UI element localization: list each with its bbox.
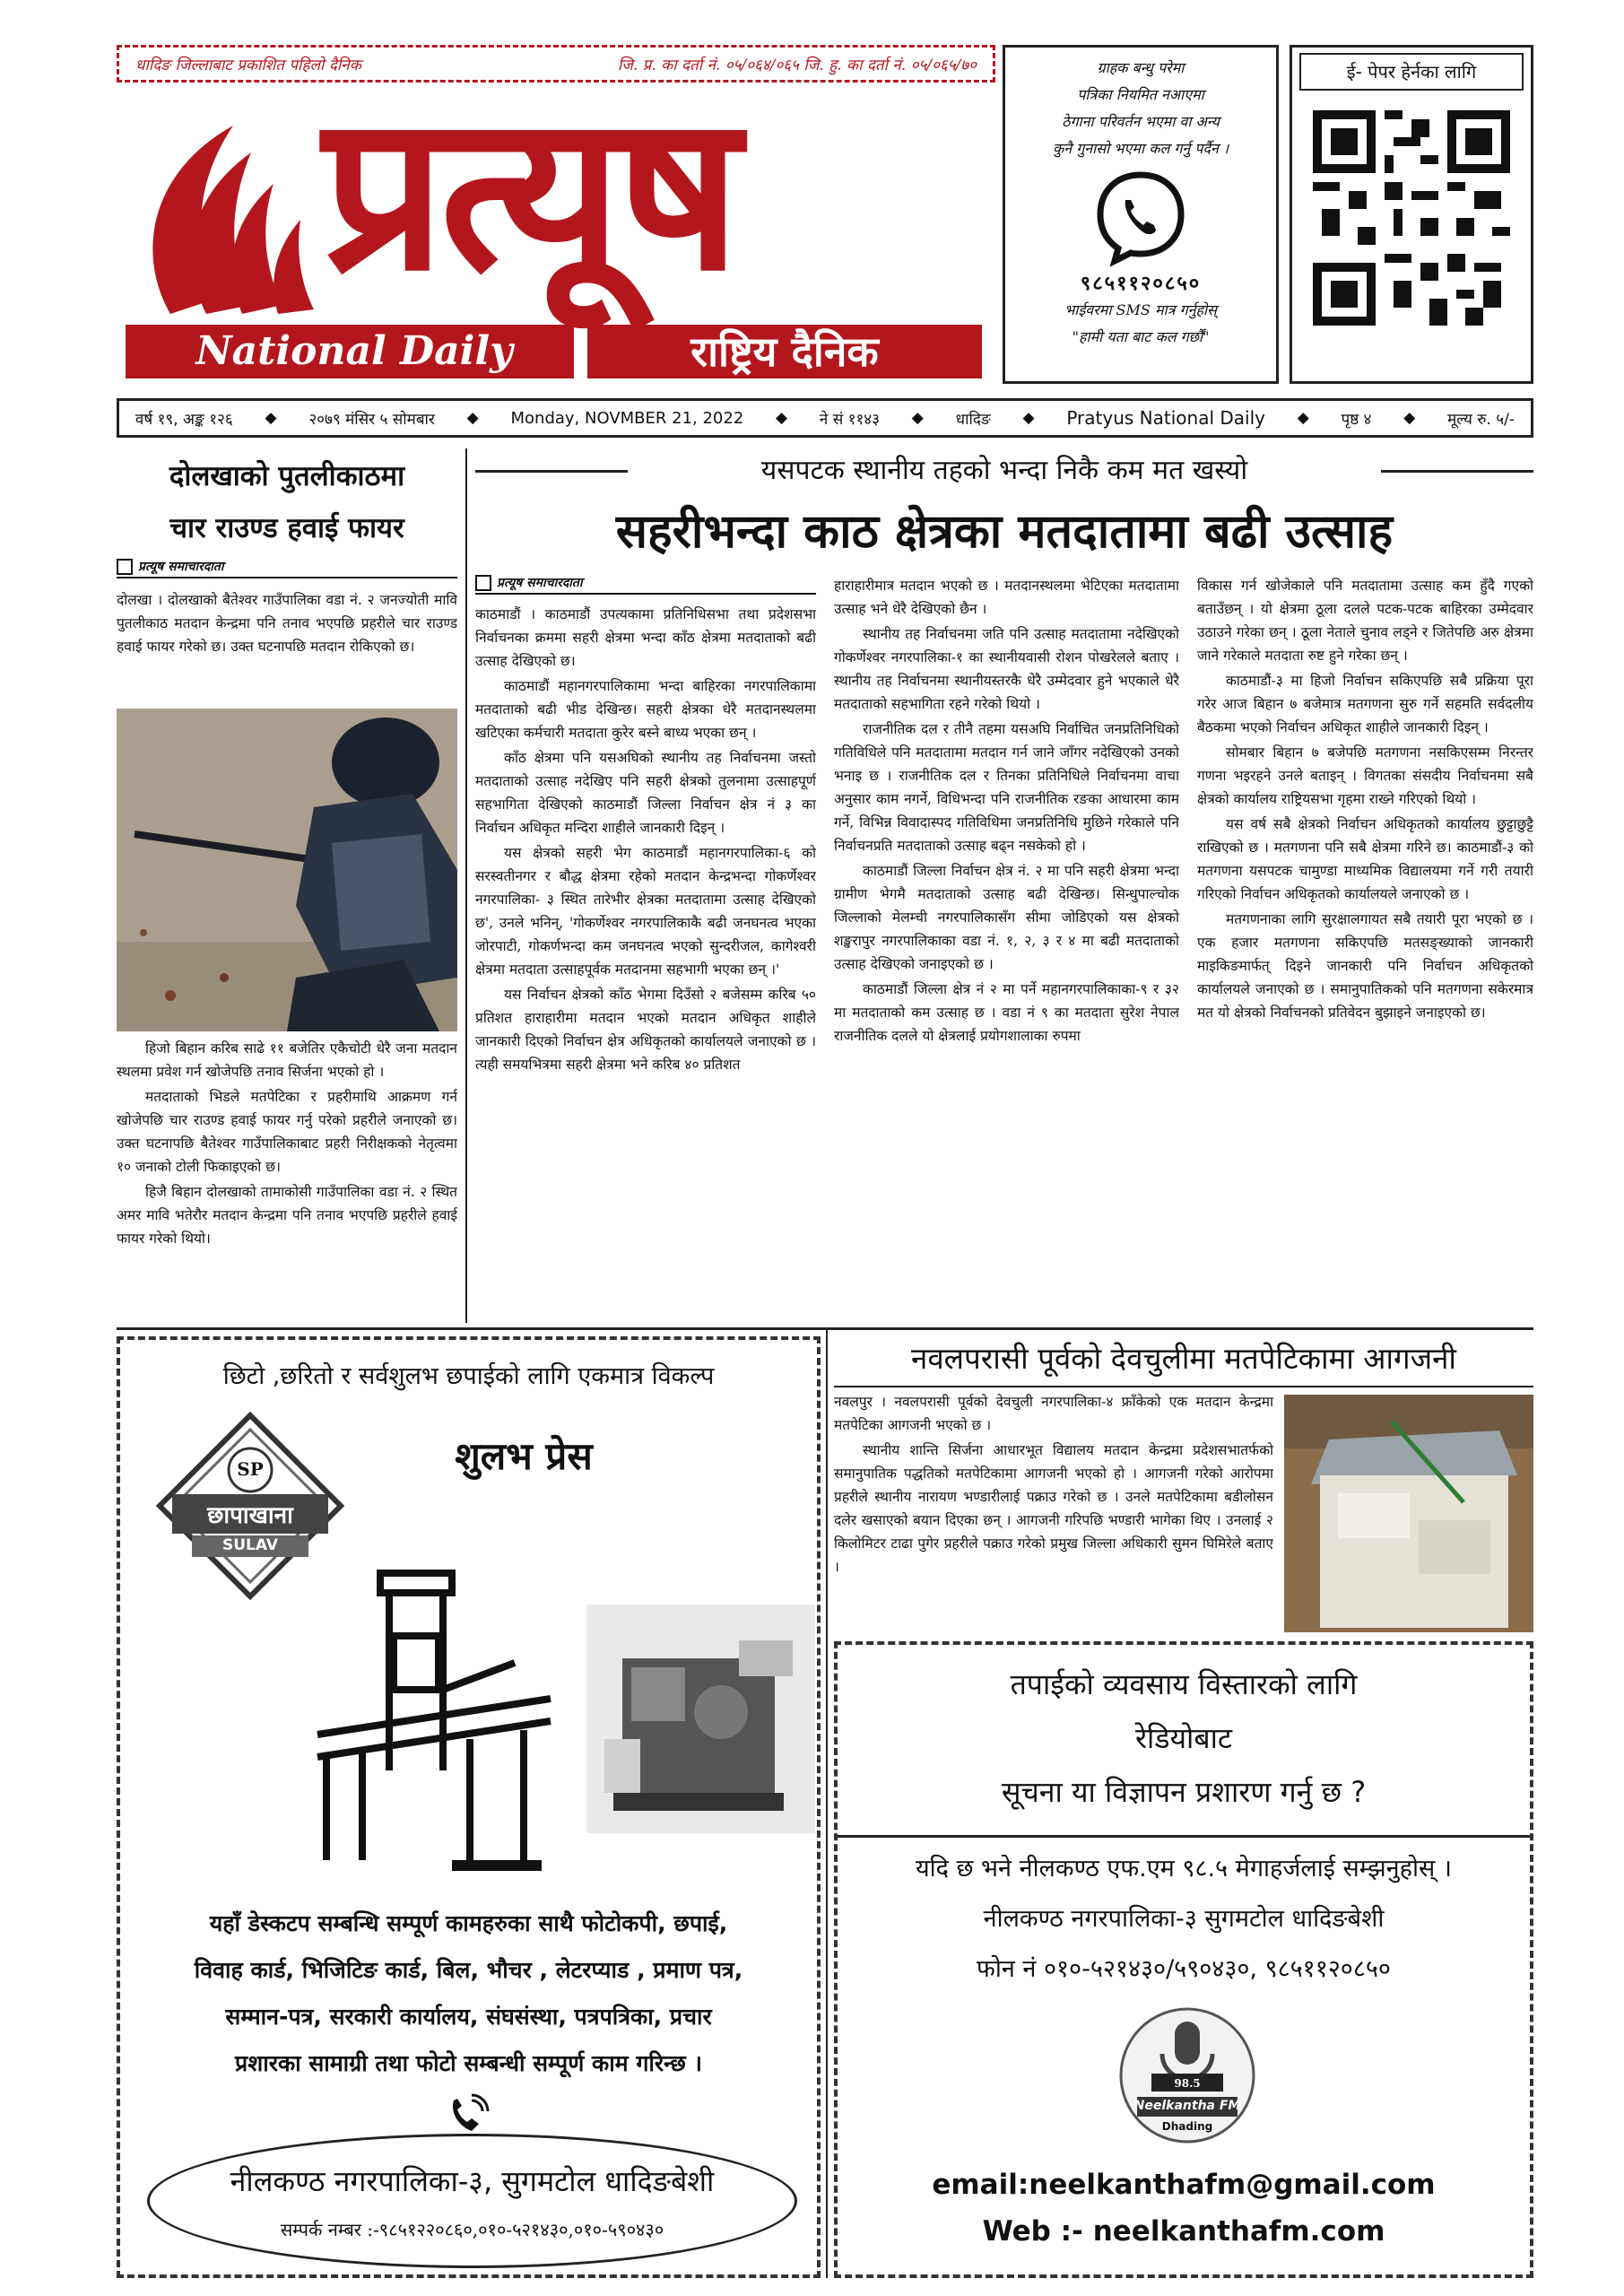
paragraph: स्थानीय शान्ति सिर्जना आधारभूत विद्यालय मतदान केन्द्रमा प्रदेशसभातर्फको समानुपातिक पद्धतिको मतपेटिकामा आगजनी भएको हो । आगजनी गरेको आरोपमा प्रहरीले स्थानीय नारायण भण्डारीलाई पक्राउ गरेको छ । उनले मतपेटिकामा बडीलोसन दलेर खसाएको बयान दिएका छन् । आगजनी गरिपछि भण्डारी भागेका थिए । उनलाई २ किलोमिटर टाढा पुगेर प्रहरीले पक्राउ गरेको प्रमुख जिल्ला अधिकारी सुमन घिमिरेले बताए । [834,1442,1273,1575]
viber-slogan: "हामी यता बाट कल गर्छौं" [1072,328,1210,345]
byline-box-icon [475,575,491,591]
fm-line: यदि छ भने नीलकण्ठ एफ.एम ९८.५ मेगाहर्जलाई सम्झनुहोस् । [915,1855,1453,1883]
paragraph: दोलखा । दोलखाको बैतेश्वर गाउँपालिका वडा नं. २ जनज्योती मावि पुतलीकाठ मतदान केन्द्रमा पनि तनाव भएपछि प्रहरीले चार राउण्ड हवाई फायर गरेको छ। उक्त घटनापछि मतदान रोकिएको छ। [117,592,457,655]
fm-line: फोन नं ०१०-५२१४३०/५९०४३०, ९८५११२०८५० [977,1955,1391,1983]
left-headline-line2: चार राउण्ड हवाई फायर [169,512,404,544]
fm-logo-freq: 98.5 [1174,2077,1201,2090]
dateline-bar: वर्ष १९, अङ्क १२६ ◆ २०७९ मंसिर ५ सोमबार ◆ Monday, NOVMBER 21, 2022 ◆ ने सं ११४३ ◆ धादिङ ◆ Pratyus National Daily ◆ पृष्ठ ४ ◆ मूल्य रु. ५/- [117,398,1533,438]
paragraph: स्थानीय तह निर्वाचनमा जति पनि उत्साह मतदातामा नदेखिएको गोकर्णेश्वर नगरपालिका-१ का स्थानीयवासी रोशन पोखरेलले बताए । स्थानीय तह निर्वाचनमा स्थानीयस्तरकै धेरै उम्मेदवार हुने भएकाले धेरै मतदाताको सहभागिता रहने गरेको थियो । [834,626,1179,712]
main-story-kicker: यसपटक स्थानीय तहको भन्दा निकै कम मत खस्यो [760,455,1248,486]
byline-text: प्रत्यूष समाचारदाता [497,576,583,590]
fm-line: तपाईको व्यवसाय विस्तारको लागि [1010,1667,1358,1701]
english-date: Monday, NOVMBER 21, 2022 [510,408,744,428]
press-logo-text: छापाखाना [207,1502,293,1529]
main-story-col2 [834,574,1179,1325]
main-story-col1 [475,603,816,1325]
press-logo-sulav: SULAV [221,1536,279,1554]
main-story-byline [475,574,816,598]
paragraph: मतदाताको भिडले मतपेटिका र प्रहरीमाथि आक्रमण गर्न खोजेपछि चार राउण्ड हवाई फायर गर्नु परेको प्रहरीले जनाएको छ। उक्त घटनापछि बैतेश्वर गाउँपालिकाबाट प्रहरी निरीक्षकको नेतृत्वमा १० जनाको टोली फिकाइएको छ। [117,1089,457,1175]
dateline-place: धादिङ [955,410,991,429]
epaper-label: ई- पेपर हेर्नका लागि [1299,53,1524,91]
nepali-date: २०७९ मंसिर ५ सोमबार [308,410,435,429]
fm-ad-rule [838,1835,1530,1838]
paragraph: सोमबार बिहान ७ बजेपछि मतगणना नसकिएसम्म निरन्तर गणना भइरहने उनले बताइन् । विगतका संसदीय निर्वाचनमा सबै क्षेत्रको कार्यालय राष्ट्रियसभा गृहमा राख्ने गरिएको थियो । [1197,744,1533,807]
service-line: विवाह कार्ड, भिजिटिङ कार्ड, बिल, भौचर , लेटरप्याड , प्रमाण पत्र, [194,1957,743,1983]
left-story-byline [117,558,457,582]
burnt-ballot-box-photo [1284,1395,1533,1632]
police-firing-photo [117,709,457,1031]
masthead-registration: जि. प्र. का दर्ता नं. ०५/०६४/०६५ जि. हु. का दर्ता नं. ०५/०६५/७० [617,56,977,74]
paragraph: नवलपुर । नवलपरासी पूर्वको देवचुली नगरपालिका-४ फ्राँकेको एक मतदान केन्द्रमा मतपेटिका आगजनी भएको छ । [834,1394,1273,1433]
fm-logo-name: Neelkantha FM [1133,2099,1241,2113]
fm-line: रेडियोबाट [1134,1721,1233,1755]
paragraph: यस क्षेत्रको सहरी भेग काठमाडौं महानगरपालिका-६ को सरस्वतीनगर र बौद्ध क्षेत्रमा रहेको मतदान केन्द्रभन्दा गोकर्णेश्वर नगरपालिका- ३ स्थित तारेभीर क्षेत्रका मतदातामा उत्साह देखिएको छ', उनले भनिन्, 'गोकर्णेश्वर नगरपालिकाकै बढी जनघनत्व भएका जोरपाटी, गोकर्णभन्दा कम जनघनत्व भएको सुन्दरीजल, कागेश्वरी क्षेत्रमा मतदाता उत्साहपूर्वक मतदानमा सहभागी भएका छन् ।' [475,845,816,978]
left-story-body [117,1037,457,1324]
column-rule [826,1330,828,2278]
left-story-body-top [117,588,457,705]
paragraph: हिजै बिहान दोलखाको तामाकोसी गाउँपालिका वडा नं. २ स्थित अमर मावि भतेरौर मतदान केन्द्रमा पनि तनाव भएपछि प्रहरीले हवाई फायर गरेको थियो। [117,1184,457,1247]
press-name: शुलभ प्रेस [455,1434,593,1478]
paragraph: यस वर्ष सबै क्षेत्रको निर्वाचन अधिकृतको कार्यालय छुट्टाछुट्टै राखिएको छ । मतगणना पनि सबै क्षेत्रमा गरिने छ। काठमाडौं-३ को मतगणना यसपटक चामुण्डा माध्यमिक विद्यालयमा गर्ने गरी तयारी गरिएको निर्वाचन अधिकृतको कार्यालयले जनाएको छ । [1197,816,1533,902]
press-tagline: छिटो ,छरितो र सर्वशुलभ छपाईको लागि एकमात्र विकल्प [222,1362,715,1390]
viber-number: ९८५११२०८५० [1080,272,1202,295]
service-line: यहाँ डेस्कटप सम्बन्धि सम्पूर्ण कामहरुका साथै फोटोकपी, छपाई, [209,1910,728,1936]
reader-notice-box [1003,45,1279,384]
fm-logo-place: Dhading [1161,2120,1213,2133]
service-line: प्रशारका सामाग्री तथा फोटो सम्बन्धी सम्पूर्ण काम गरिन्छ । [235,2050,702,2076]
masthead-publisher-note: धादिङ जिल्लाबाट प्रकाशित पहिलो दैनिक [135,56,361,74]
epaper-box [1290,45,1533,384]
notice-line: ग्राहक बन्धु परेमा [1097,59,1185,76]
price: मूल्य रु. ५/- [1447,410,1515,429]
masthead-logo [117,67,995,381]
press-services [120,1900,817,2087]
paragraph: हिजो बिहान करिब साढे ११ बजेतिर एकैचोटी धेरै जना मतदान स्थलमा प्रवेश गर्न खोजेपछि तनाव सिर्जना भएको हो । [117,1040,457,1080]
byline-text: प्रत्यूष समाचारदाता [138,560,224,574]
paragraph: यस निर्वाचन क्षेत्रको काँठ भेगमा दिउँसो २ बजेसम्म करिब ५० प्रतिशत हाराहारीमा मतदान भएको मतदान अधिकृत शाहीले जानकारी दिएको निर्वाचन क्षेत्र अधिकृतको कार्यालयले जनाएको छ । त्यही समयभित्रमा सहरी क्षेत्रमा भने करिब ४० प्रतिशत [475,987,816,1073]
fm-logo [1116,2004,1259,2147]
fire-story-headline: नवलपरासी पूर्वको देवचुलीमा मतपेटिकामा आगजनी [911,1341,1456,1376]
masthead-nepali-tag: राष्ट्रिय दैनिक [690,327,879,376]
press-logo-mono: SP [237,1458,264,1480]
viber-note: भाईवरमा SMS मात्र गर्नुहोस् [1064,301,1217,318]
left-headline-line1: दोलखाको पुतलीकाठमा [169,460,405,492]
fm-ad-details [838,1844,1530,1995]
fm-website[interactable]: Web :- neelkanthafm.com [982,2215,1385,2248]
fm-line: नीलकण्ठ नगरपालिका-३ सुगमटोल धादिङबेशी [983,1905,1385,1933]
hand-press-illustration [308,1564,560,1874]
paragraph: विकास गर्न खोजेकाले पनि मतदातामा उत्साह कम हुँदै गएको बताउँछन् । यो क्षेत्रमा ठूला दलले पटक-पटक बाहिरका उम्मेदवार उठाउने गरेका छन् । ठूला नेताले चुनाव लड्ने र जितेपछि अरु क्षेत्रमा जाने गरेकाले मतदाता रुष्ट हुने गरेका छन् । [1197,578,1533,664]
paragraph: काठमाडौं-३ मा हिजो निर्वाचन सकिएपछि सबै प्रक्रिया पूरा गरेर आज बिहान ७ बजेमात्र मतगणना सुरु गर्ने सहमति सर्वदलीय बैठकमा भएको निर्वाचन अधिकृत शाहीले जानकारी दिइन् । [1197,673,1533,735]
paragraph: काठमाडौं । काठमाडौं उपत्यकामा प्रतिनिधिसभा तथा प्रदेशसभा निर्वाचनका क्रममा सहरी क्षेत्रमा भन्दा काँठ क्षेत्रमा मतदाताको बढी उत्साह देखिएको छ। [475,606,816,669]
main-story-headline: सहरीभन्दा काठ क्षेत्रका मतदातामा बढी उत्साह [615,505,1394,559]
press-address-oval [147,2134,797,2268]
offset-press-photo [586,1605,815,1833]
paragraph: हाराहारीमात्र मतदान भएको छ । मतदानस्थलमा भेटिएका मतदातामा उत्साह भने धेरै देखिएको छैन । [834,578,1179,617]
notice-line: कुनै गुनासो भएमा कल गर्नु पर्दैन । [1052,140,1229,157]
press-advertisement [117,1336,821,2278]
kicker-rule [1381,470,1533,473]
paper-name: Pratyus National Daily [1066,407,1265,429]
paragraph: मतगणनाका लागि सुरक्षालगायत सबै तयारी पूरा भएको छ । एक हजार मतगणना सकिएपछि मतसङ्ख्याको जानकारी माइकिङमार्फत् दिइने जानकारी पनि निर्वाचन अधिकृतको कार्यालयले जनाएको छ । समानुपातिकको पनि मतगणना सकेरमात्र मत यो क्षेत्रको निर्वाचनको प्रतिवेदन बुझाइने जनाइएको छ। [1197,911,1533,1021]
section-rule [117,1327,1533,1330]
kicker-rule [475,470,628,473]
paragraph: काँठ क्षेत्रमा पनि यसअघिको स्थानीय तह निर्वाचनमा जस्तो मतदाताको उत्साह नदेखिए पनि सहरी क्षेत्रको तुलनामा उत्साहपूर्ण सहभागिता देखिएको काठमाडौं जिल्ला निर्वाचन क्षेत्र नं ३ का निर्वाचन अधिकृत मन्दिरा शाहीले जानकारी दिइन् । [475,750,816,836]
notice-line: पत्रिका नियमित नआएमा [1077,86,1204,103]
fm-line: सूचना या विज्ञापन प्रशारण गर्नु छ ? [1001,1775,1367,1809]
column-rule [465,448,467,1323]
fire-story-rule [834,1386,1533,1387]
fm-ad-headline [838,1657,1530,1819]
notice-line: ठेगाना परिवर्तन भएमा वा अन्य [1062,113,1220,130]
page-number: पृष्ठ ४ [1341,410,1372,429]
press-address: नीलकण्ठ नगरपालिका-३, सुगमटोल धादिङबेशी [230,2164,715,2198]
paragraph: काठमाडौं जिल्ला क्षेत्र नं २ मा पर्ने महानगरपालिकाका-९ र ३२ मा मतदाताको कम उत्साह छ । वडा नं ९ का मतदाता सुरेश नेपाल राजनीतिक दलले यो क्षेत्रलाई प्रयोगशालाका रुपमा [834,981,1179,1044]
main-story-col3 [1197,574,1533,1325]
phone-icon [445,2093,490,2138]
paragraph: काठमाडौं जिल्ला निर्वाचन क्षेत्र नं. २ मा पनि सहरी क्षेत्रमा भन्दा ग्रामीण भेगमै मतदाताको उत्साह बढी देखिन्छ। सिन्धुपाल्चोक जिल्लाको मेलम्ची नगरपालिकासँग सीमा जोडिएको यस क्षेत्रको शङ्खरापुर नगरपालिकाका वडा नं. १, २, ३ र ४ मा बढी मतदाताको उत्साह देखिएको जनाइएको छ । [834,863,1179,972]
service-line: सम्मान-पत्र, सरकारी कार्यालय, संघसंस्था, पत्रपत्रिका, प्रचार [225,2004,712,2030]
masthead-title: प्रत्यूष [323,67,736,318]
nepal-samvat: ने सं ११४३ [819,410,880,429]
viber-icon [1091,168,1190,266]
fm-email[interactable]: email:neelkanthafm@gmail.com [932,2169,1436,2201]
paragraph: काठमाडौं महानगरपालिकामा भन्दा बाहिरका नगरपालिकामा मतदाताको बढी भीड देखिन्छ। सहरी क्षेत्रका धेरै मतदानस्थलमा खटिएका कर्मचारी मतदाता कुरेर बस्ने बाध्य भएका छन् । [475,678,816,741]
volume-issue: वर्ष १९, अङ्क १२६ [135,410,233,429]
press-contact: सम्पर्क नम्बर :-९८५१२२०८६०,०१०-५२१४३०,०१०-५९०४३० [280,2219,664,2240]
byline-box-icon [117,559,133,575]
left-story-headline [117,450,457,554]
masthead-english-tag: National Daily [195,328,513,374]
qr-code-icon[interactable] [1313,110,1510,326]
fm-advertisement [834,1641,1533,2278]
paragraph: राजनीतिक दल र तीनै तहमा यसअघि निर्वाचित जनप्रतिनिधिको गतिविधिले पनि मतदातामा मतदान गर्न जाने जाँगर नदेखिएको उनको भनाइ छ । राजनीतिक दल र तिनका प्रतिनिधिले निर्वाचनमा वाचा अनुसार काम नगर्ने, विधिभन्दा पनि राजनीतिक रङका आधारमा काम गर्ने, विभिन्न विवादास्पद गतिविधिमा जनप्रतिनिधि मुछिने गरेकाले पनि निर्वाचनप्रति मतदाताको उत्साह बढ्न नसकेको हो । [834,721,1179,854]
fire-story-body [834,1390,1273,1641]
